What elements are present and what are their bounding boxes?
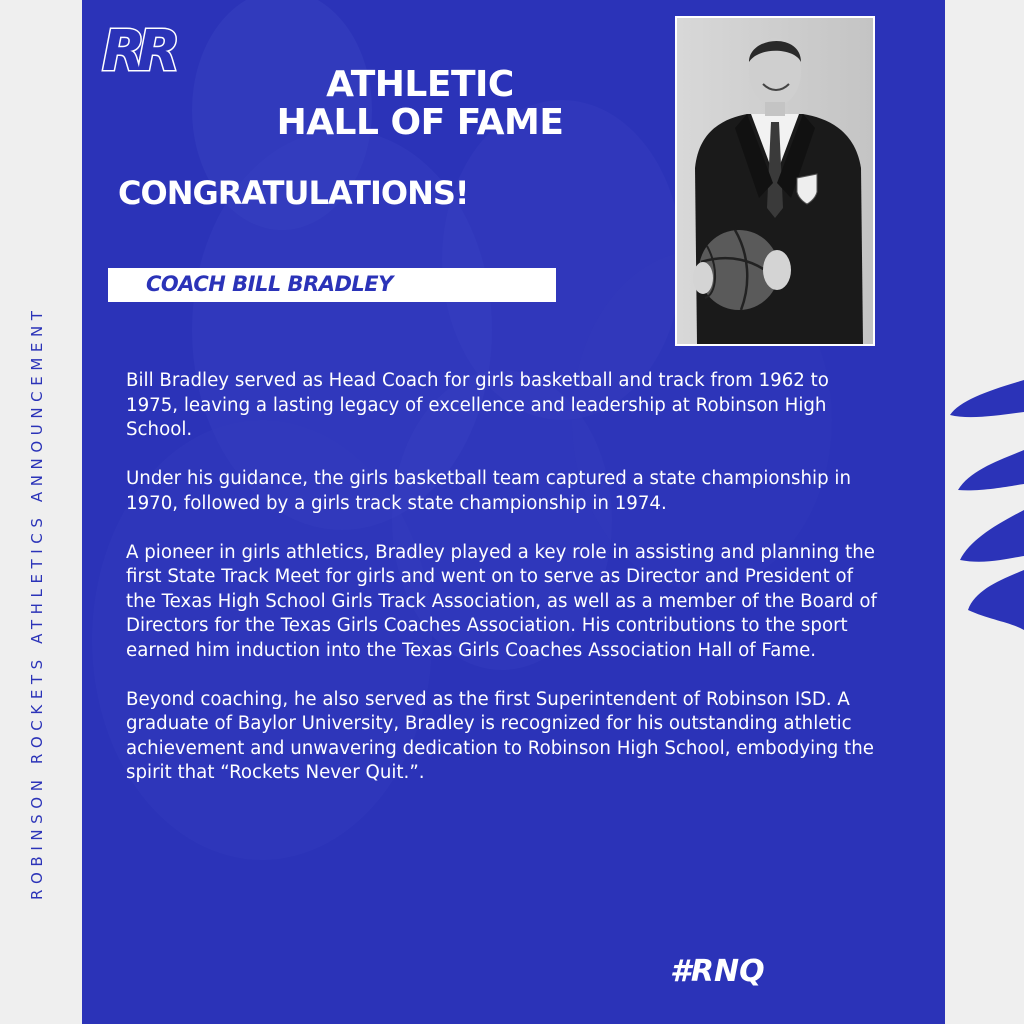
honoree-name-bar bbox=[108, 268, 556, 302]
title-line-2: HALL OF FAME bbox=[276, 102, 564, 143]
body-copy bbox=[126, 369, 886, 810]
coach-photo bbox=[675, 16, 875, 346]
paragraph-2: Under his guidance, the girls basketball team captured a state championship in 1970, followed by a girls track state championship in 1974. bbox=[126, 468, 852, 514]
logo-text: RR bbox=[102, 19, 173, 84]
page-title bbox=[180, 66, 660, 142]
sidebar-text: ROBINSON ROCKETS ATHLETICS ANNOUNCEMENT bbox=[28, 305, 46, 900]
paragraph-4: Beyond coaching, he also served as the first Superintendent of Robinson ISD. A graduate of Baylor University, Bradley is recognized for his outstanding athletic achievement and unwavering dedication to Robinson High School, embodying the spirit that “Rockets Never Quit.”. bbox=[126, 688, 874, 783]
paragraph-1: Bill Bradley served as Head Coach for girls basketball and track from 1962 to 1975, leaving a lasting legacy of excellence and leadership at Robinson High School. bbox=[126, 370, 829, 440]
hashtag: #RNQ bbox=[670, 954, 765, 989]
paragraph-3: A pioneer in girls athletics, Bradley played a key role in assisting and planning the first State Track Meet for girls and went on to serve as Director and President of the Texas High School Girls Track Association, as well as a member of the Board of Directors for the Texas Girls Coaches Association. His contributions to the sport earned him induction into the Texas Girls Coaches Association Hall of Fame. bbox=[126, 541, 877, 661]
honoree-name: COACH BILL BRADLEY bbox=[146, 272, 393, 296]
brush-stroke-decoration bbox=[940, 360, 1024, 690]
vertical-sidebar-label bbox=[24, 120, 52, 900]
congratulations-heading: CONGRATULATIONS! bbox=[118, 174, 469, 212]
title-line-1: ATHLETIC bbox=[326, 64, 514, 105]
coach-portrait-icon bbox=[677, 18, 873, 344]
